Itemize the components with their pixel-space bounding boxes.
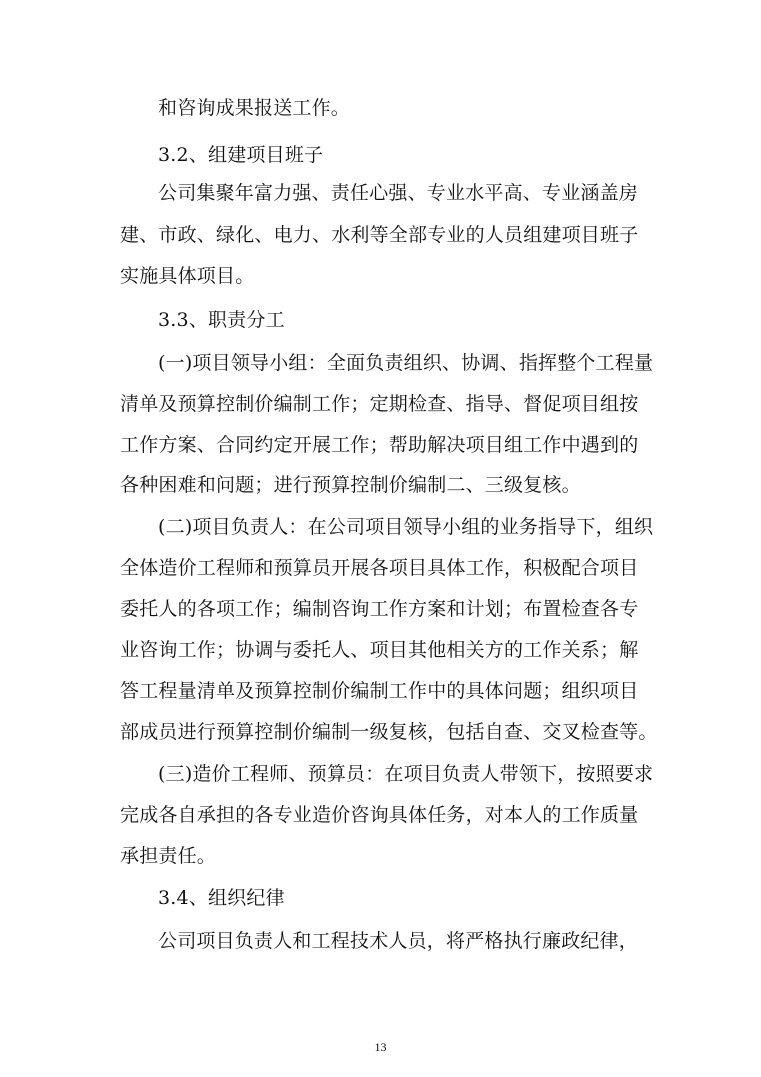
text-line: 承担责任。: [120, 845, 217, 867]
text-line: 部成员进行预算控制价编制一级复核，包括自查、交叉检查等。: [120, 721, 658, 743]
text-line: (一)项目领导小组：全面负责组织、协调、指挥整个工程量: [158, 352, 654, 374]
text-line: (三)造价工程师、预算员：在项目负责人带领下，按照要求: [158, 763, 654, 785]
text-line-continuation: 和咨询成果报送工作。: [158, 97, 351, 119]
section-heading-3-4: 3.4、组织纪律: [158, 887, 285, 909]
text-line: 实施具体项目。: [120, 265, 255, 287]
text-line: 委托人的各项工作；编制咨询工作方案和计划；布置检查各专: [120, 598, 639, 620]
section-heading-3-3: 3.3、职责分工: [158, 309, 285, 331]
text-line: 业咨询工作；协调与委托人、项目其他相关方的工作关系；解: [120, 639, 639, 661]
text-line: 工作方案、合同约定开展工作；帮助解决项目组工作中遇到的: [120, 434, 639, 456]
text-line: 公司集聚年富力强、责任心强、专业水平高、专业涵盖房: [158, 182, 639, 204]
text-line: 建、市政、绿化、电力、水利等全部专业的人员组建项目班子: [120, 224, 639, 246]
text-line: 公司项目负责人和工程技术人员，将严格执行廉政纪律，: [158, 930, 639, 952]
text-line: 答工程量清单及预算控制价编制工作中的具体问题；组织项目: [120, 680, 639, 702]
text-line: (二)项目负责人：在公司项目领导小组的业务指导下，组织: [158, 516, 654, 538]
text-line: 清单及预算控制价编制工作；定期检查、指导、督促项目组按: [120, 393, 639, 415]
text-line: 完成各自承担的各专业造价咨询具体任务，对本人的工作质量: [120, 804, 639, 826]
section-heading-3-2: 3.2、组建项目班子: [158, 144, 324, 166]
text-line: 全体造价工程师和预算员开展各项目具体工作，积极配合项目: [120, 557, 639, 579]
page-number: 13: [374, 1040, 387, 1054]
text-line: 各种困难和问题；进行预算控制价编制二、三级复核。: [120, 474, 581, 496]
